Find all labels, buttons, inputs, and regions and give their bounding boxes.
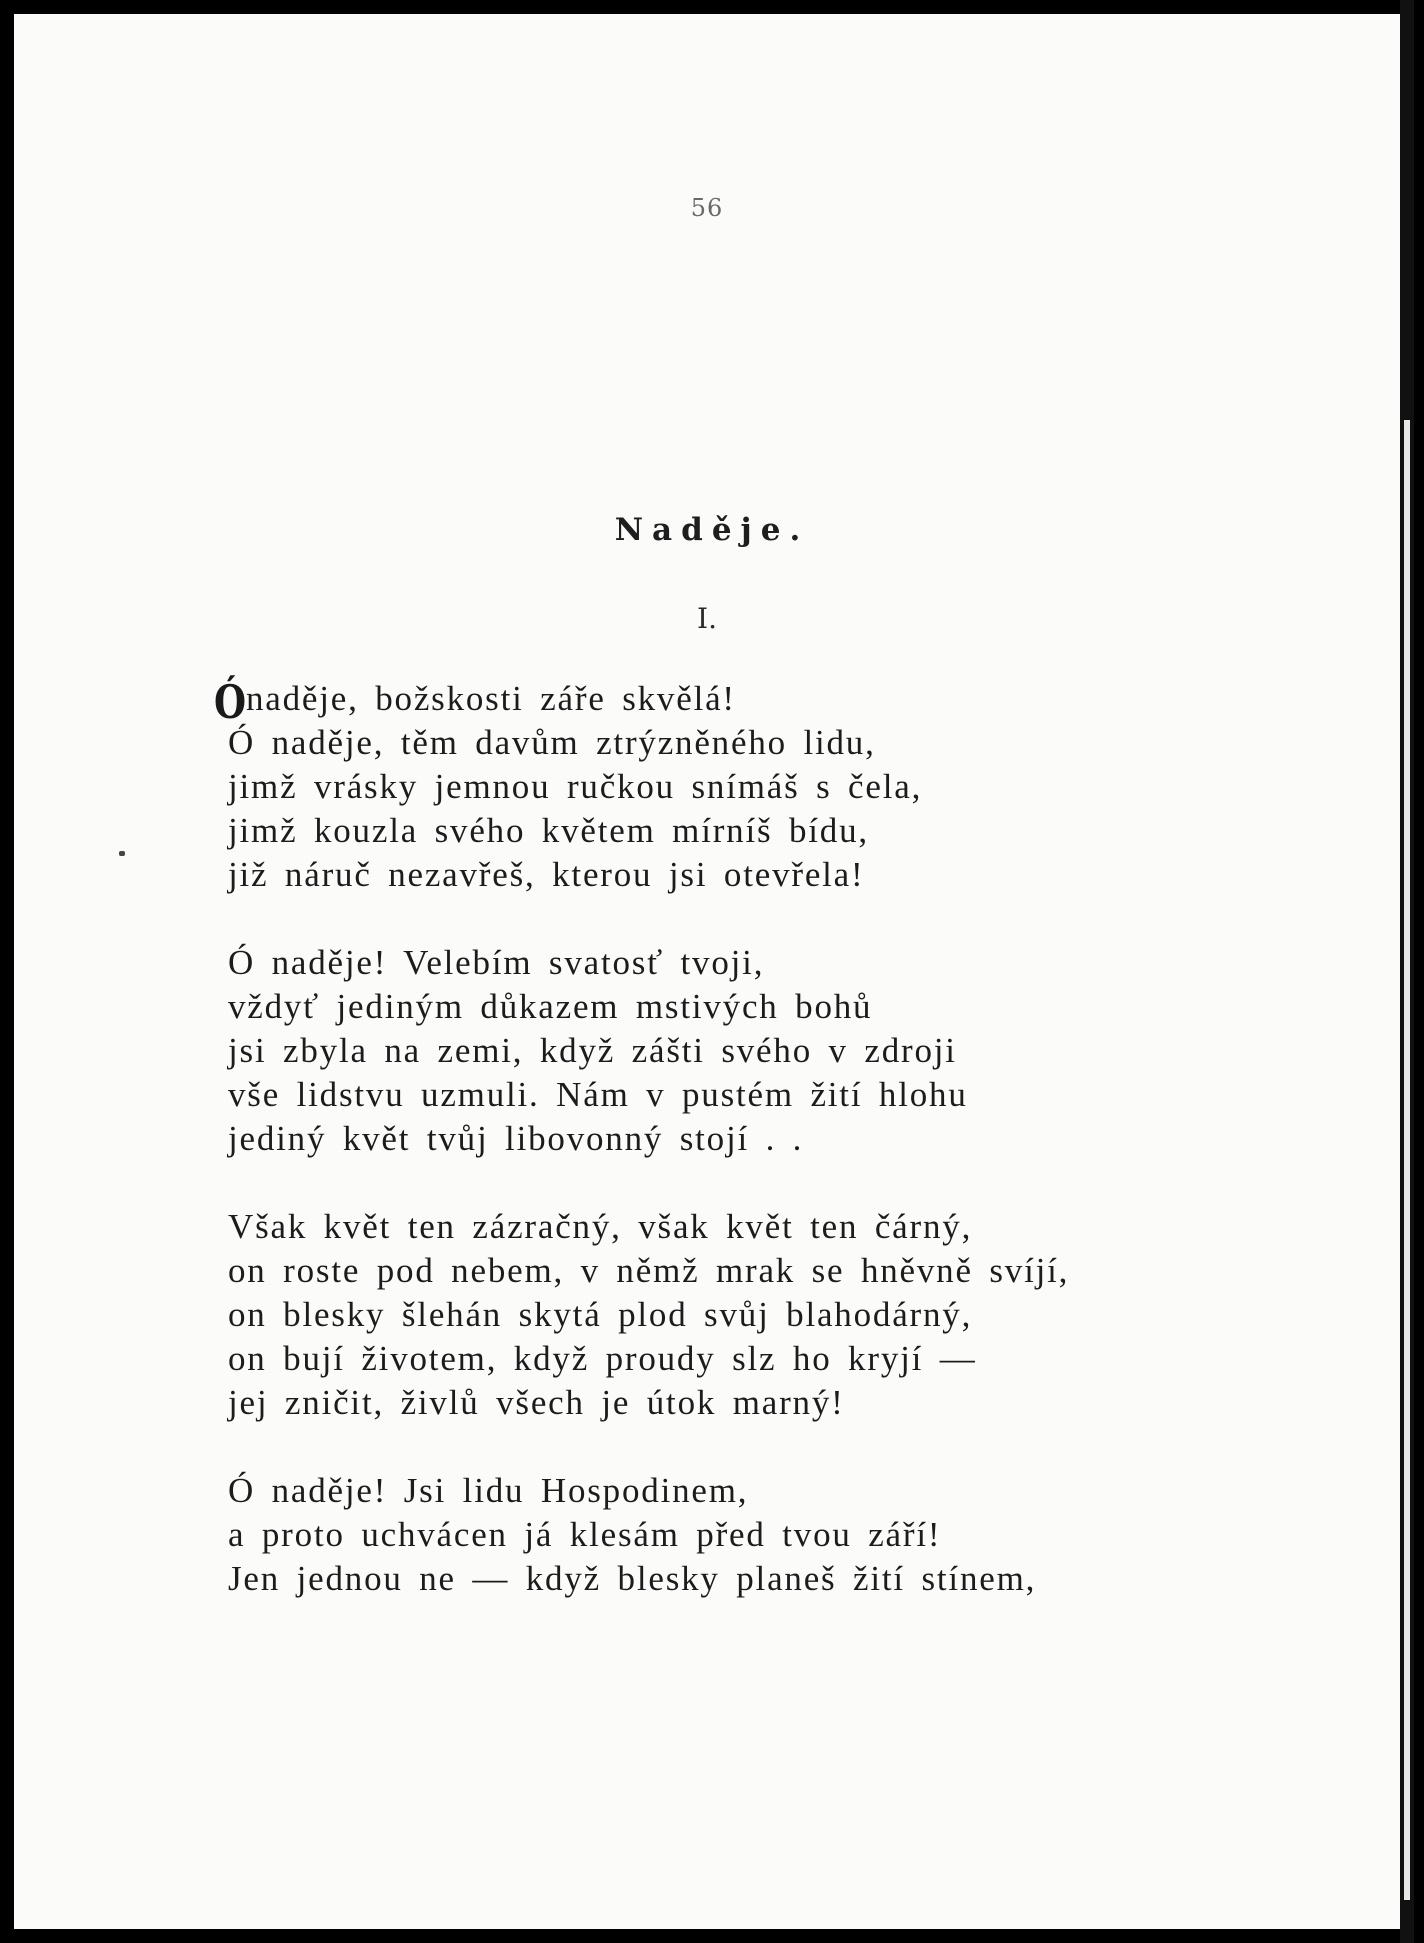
verse-line: Ó naděje, těm davům ztrýzněného lidu,: [228, 723, 876, 762]
verse-line: jimž vrásky jemnou ručkou snímáš s čela,: [228, 767, 923, 806]
verse-line: a proto uchvácen já klesám před tvou září!: [228, 1515, 942, 1554]
stanza: [228, 677, 1246, 897]
verse-line: jediný květ tvůj libovonný stojí . .: [228, 1119, 804, 1158]
verse-line: vše lidstvu uzmuli. Nám v pustém žití hlohu: [228, 1075, 968, 1114]
poem-body: [228, 677, 1246, 1645]
verse-line: Však květ ten zázračný, však květ ten čárný,: [228, 1207, 973, 1246]
drop-cap: Ó: [214, 675, 247, 729]
stanza: [228, 941, 1246, 1161]
verse-line: jimž kouzla svého květem mírníš bídu,: [228, 811, 869, 850]
verse-line: jsi zbyla na zemi, když zášti svého v zdroji: [228, 1031, 957, 1070]
verse-line: Ó naděje! Jsi lidu Hospodinem,: [228, 1471, 749, 1510]
book-page: [14, 14, 1400, 1929]
ink-speck: [119, 851, 125, 856]
poem-title: Naděje.: [614, 512, 810, 548]
page-number: 56: [690, 194, 724, 222]
stanza: [228, 1469, 1246, 1601]
verse-line: jej zničit, živlů všech je útok marný!: [228, 1383, 845, 1422]
verse-line: naděje, božskosti záře skvělá!: [246, 679, 736, 718]
verse-line: Ó naděje! Velebím svatosť tvoji,: [228, 943, 765, 982]
page-edge-strip: [1404, 420, 1410, 1900]
verse-line: on blesky šlehán skytá plod svůj blahodárný,: [228, 1295, 973, 1334]
section-number: I.: [697, 602, 717, 635]
stanza: [228, 1205, 1246, 1425]
verse-line: on bují životem, když proudy slz ho kryjí —: [228, 1339, 977, 1378]
verse-line: vždyť jediným důkazem mstivých bohů: [228, 987, 873, 1026]
verse-line: on roste pod nebem, v němž mrak se hněvně svíjí,: [228, 1251, 1070, 1290]
verse-line: Jen jednou ne — když blesky planeš žití stínem,: [228, 1559, 1037, 1598]
verse-line: již náruč nezavřeš, kterou jsi otevřela!: [228, 855, 865, 894]
